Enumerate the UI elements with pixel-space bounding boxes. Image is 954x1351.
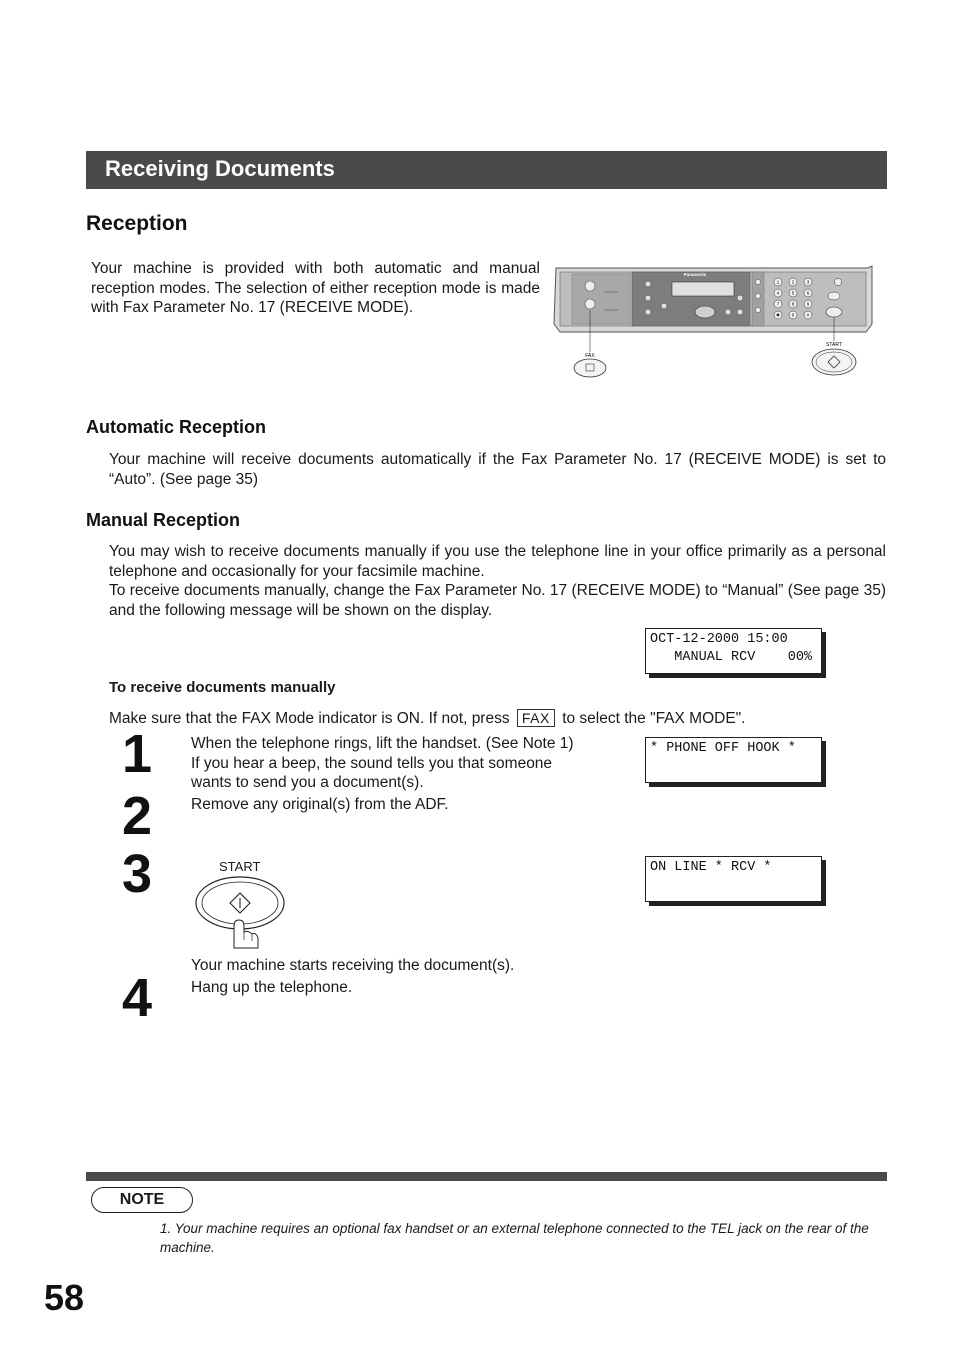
step-4-text: Hang up the telephone. xyxy=(191,979,353,996)
note-divider xyxy=(86,1172,887,1181)
keypad-key-label: 7 xyxy=(776,301,780,307)
step-number: 2 xyxy=(122,786,153,846)
manual-reception-text-2: To receive documents manually, change the Fax Parameter No. 17 (RECEIVE MODE) to “Manual” (See page 35) and the following message will be shown on the display. xyxy=(109,582,886,619)
keypad-key-label: 2 xyxy=(791,279,795,285)
page-number: 58 xyxy=(44,1277,85,1318)
reception-heading: Reception xyxy=(86,212,188,235)
keypad-key-label: ✱ xyxy=(776,312,780,318)
lcd-line-1: ON LINE * RCV * xyxy=(650,860,772,875)
procedure-post-text: to select the "FAX MODE". xyxy=(562,710,746,727)
procedure-pre-text: Make sure that the FAX Mode indicator is ON. If not, press xyxy=(109,710,510,727)
step-line: wants to send you a document(s). xyxy=(191,774,424,791)
lcd-display-on-line-rcv xyxy=(645,856,822,902)
step-number: 3 xyxy=(122,844,153,904)
step-line: If you hear a beep, the sound tells you that someone xyxy=(191,754,553,772)
keypad-key-label: 1 xyxy=(776,279,780,285)
manual-reception-heading: Manual Reception xyxy=(86,510,241,530)
step-number: 4 xyxy=(122,968,153,1028)
step-2-text: Remove any original(s) from the ADF. xyxy=(191,796,449,813)
lcd-display-phone-off-hook xyxy=(645,737,822,783)
lcd-line-1: * PHONE OFF HOOK * xyxy=(650,741,796,756)
start-button-illustration[interactable] xyxy=(194,874,288,950)
fax-key-button[interactable]: FAX xyxy=(517,709,555,727)
step-1-text xyxy=(191,734,611,793)
step-number: 1 xyxy=(122,724,153,784)
automatic-reception-text: Your machine will receive documents automatically if the Fax Parameter No. 17 (RECEIVE MODE) is set to “Auto”. (See page 35) xyxy=(109,451,886,488)
keypad-key-label: 8 xyxy=(791,301,795,307)
panel-start-label: START xyxy=(826,342,842,348)
keypad-key-label: # xyxy=(806,312,810,318)
manual-reception-text-1: You may wish to receive documents manually if you use the telephone line in your office primarily as a personal telephone and occasionally for your facsimile machine. xyxy=(109,543,886,580)
lcd-line-1: OCT-12-2000 15:00 xyxy=(650,632,788,647)
control-panel-illustration xyxy=(552,262,874,382)
note-label: NOTE xyxy=(91,1187,193,1213)
section-title: Receiving Documents xyxy=(105,156,335,181)
keypad-key-label: 6 xyxy=(806,290,810,296)
start-button-label: START xyxy=(219,859,261,874)
step-line: When the telephone rings, lift the handset. (See Note 1) xyxy=(191,735,574,752)
keypad-key-label: 5 xyxy=(791,290,795,296)
reception-intro: Your machine is provided with both automatic and manual reception modes. The selection of either reception mode is made with Fax Parameter No. 17 (RECEIVE MODE). xyxy=(91,260,540,316)
procedure-heading: To receive documents manually xyxy=(109,679,336,696)
panel-fax-label: FAX xyxy=(585,353,595,359)
procedure-instruction xyxy=(109,709,745,729)
keypad-key-label: 3 xyxy=(806,279,810,285)
automatic-reception-heading: Automatic Reception xyxy=(86,417,267,437)
panel-brand: Panasonic xyxy=(683,272,707,277)
lcd-line-2: MANUAL RCV 00% xyxy=(650,650,813,665)
lcd-display-manual-rcv xyxy=(645,628,822,674)
keypad-key-label: 4 xyxy=(776,290,780,296)
keypad-key-label: 9 xyxy=(806,301,810,307)
step-3-text: Your machine starts receiving the document(s). xyxy=(191,957,515,974)
note-text: 1. Your machine requires an optional fax handset or an external telephone connected to the TEL jack on the rear of the machine. xyxy=(160,1221,869,1255)
keypad-key-label: 0 xyxy=(791,312,795,318)
